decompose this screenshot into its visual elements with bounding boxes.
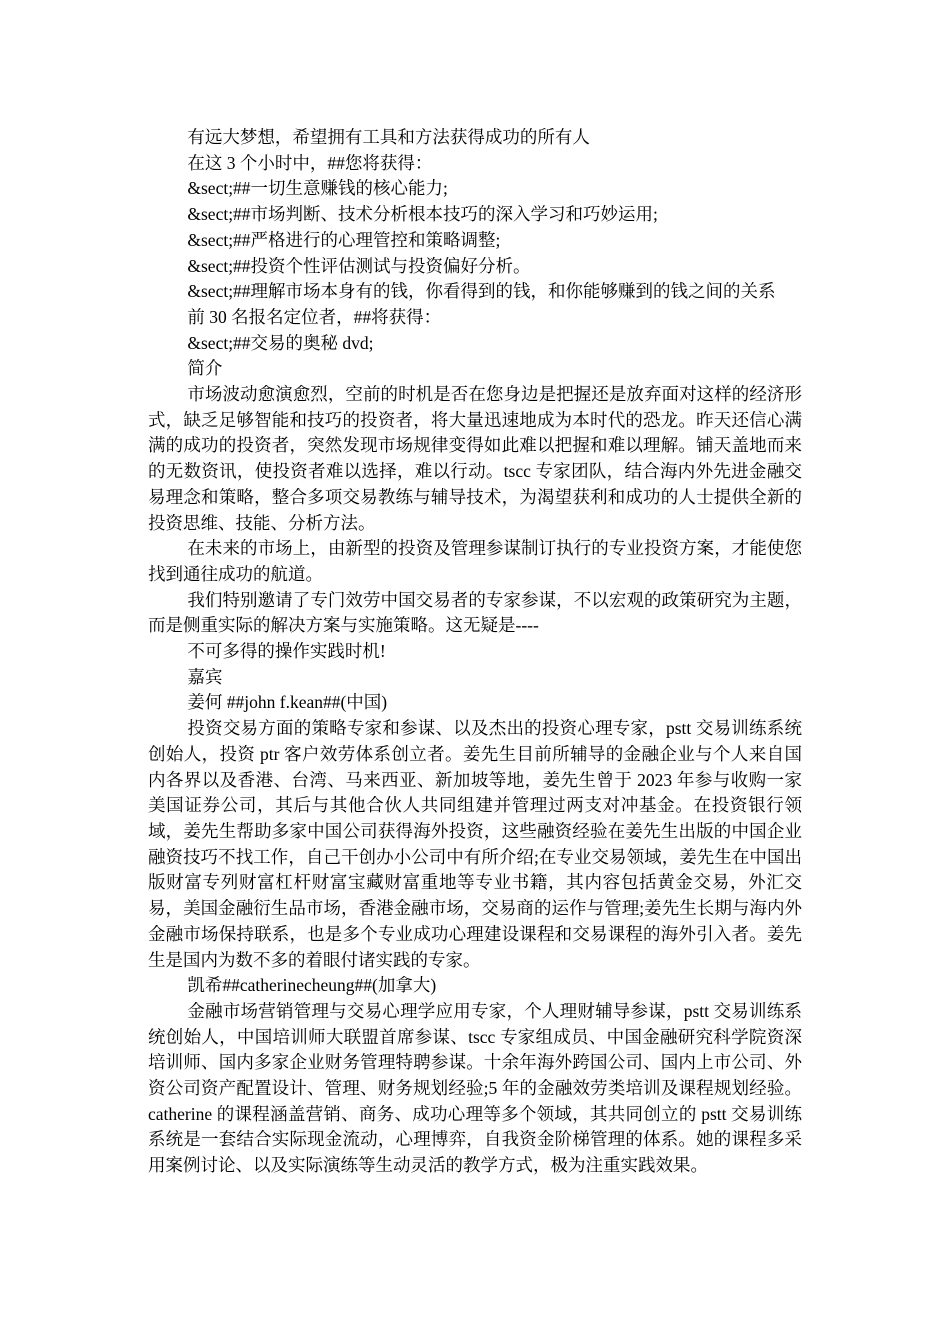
intro-paragraph-2: 在未来的市场上，由新型的投资及管理参谋制订执行的专业投资方案，才能使您找到通往成功的航道。 (148, 538, 802, 584)
benefit-item-2: &sect;##市场判断、技术分析根本技巧的深入学习和巧妙运用; (187, 204, 658, 225)
benefits-intro: 在这 3 个小时中，##您将获得： (187, 152, 433, 173)
intro-paragraph-3: 我们特别邀请了专门效劳中国交易者的专家参谋，不以宏观的政策研究为主题，而是侧重实际的解决方案与实施策略。这无疑是---- (148, 589, 802, 636)
bonus-item-1: &sect;##交易的奥秘 dvd; (187, 332, 374, 353)
benefit-item-5: &sect;##理解市场本身有的钱，你看得到的钱，和你能够赚到的钱之间的关系 (187, 281, 776, 302)
guest-1-name: 姜何 ##john f.kean##(中国) (187, 692, 388, 713)
document-body (148, 125, 802, 1179)
intro-paragraph-1: 市场波动愈演愈烈，空前的时机是否在您身边是把握还是放弃面对这样的经济形式，缺乏足够智能和技巧的投资者，将大量迅速地成为本时代的恐龙。昨天还信心满满的成功的投资者，突然发现市场规律变得如此难以把握和难以理解。铺天盖地而来的无数资讯，使投资者难以选择，难以行动。tscc 专家团队，结合海内外先进金融交易理念和策略，整合多项交易教练与辅导技术，为渴望获利和成功的人士提供全新的投资思维、技能、分析方法。 (148, 384, 802, 533)
audience-line: 有远大梦想，希望拥有工具和方法获得成功的所有人 (187, 127, 590, 147)
benefit-item-3: &sect;##严格进行的心理管控和策略调整; (187, 229, 501, 250)
benefit-item-1: &sect;##一切生意赚钱的核心能力; (187, 178, 448, 199)
intro-paragraph-4: 不可多得的操作实践时机! (187, 641, 386, 662)
bonus-intro: 前 30 名报名定位者，##将获得： (187, 306, 442, 327)
benefit-item-4: &sect;##投资个性评估测试与投资偏好分析。 (187, 255, 531, 276)
section-heading-guests: 嘉宾 (187, 666, 223, 687)
guest-2-bio: 金融市场营销管理与交易心理学应用专家，个人理财辅导参谋，pstt 交易训练系统创始人，中国培训师大联盟首席参谋、tscc 专家组成员、中国金融研究科学院资深培训师、国内多家企业财务管理特聘参谋。十余年海外跨国公司、国内上市公司、外资公司资产配置设计、管理、财务规划经验;5 年的金融效劳类培训及课程规划经验。catherine 的课程涵盖营销、商务、成功心理等多个领域，其共同创立的 pstt 交易训练系统是一套结合实际现金流动，心理博弈，自我资金阶梯管理的体系。她的课程多采用案例讨论、以及实际演练等生动灵活的教学方式，极为注重实践效果。 (148, 1000, 802, 1176)
guest-2-name: 凯希##catherinecheung##(加拿大) (187, 975, 437, 996)
guest-1-bio: 投资交易方面的策略专家和参谋、以及杰出的投资心理专家，pstt 交易训练系统创始人，投资 ptr 客户效劳体系创立者。姜先生目前所辅导的金融企业与个人来自国内各界以及香港、台湾、马来西亚、新加坡等地，姜先生曾于 2023 年参与收购一家美国证券公司，其后与其他合伙人共同组建并管理过两支对冲基金。在投资银行领域，姜先生帮助多家中国公司获得海外投资，这些融资经验在姜先生出版的中国企业融资技巧不找工作，自己干创办小公司中有所介绍;在专业交易领域，姜先生在中国出版财富专列财富杠杆财富宝藏财富重地等专业书籍，其内容包括黄金交易，外汇交易，美国金融衍生品市场，香港金融市场，交易商的运作与管理;姜先生长期与海内外金融市场保持联系，也是多个专业成功心理建设课程和交易课程的海外引入者。姜先生是国内为数不多的着眼付诸实践的专家。 (148, 718, 802, 970)
section-heading-intro: 简介 (187, 358, 223, 379)
